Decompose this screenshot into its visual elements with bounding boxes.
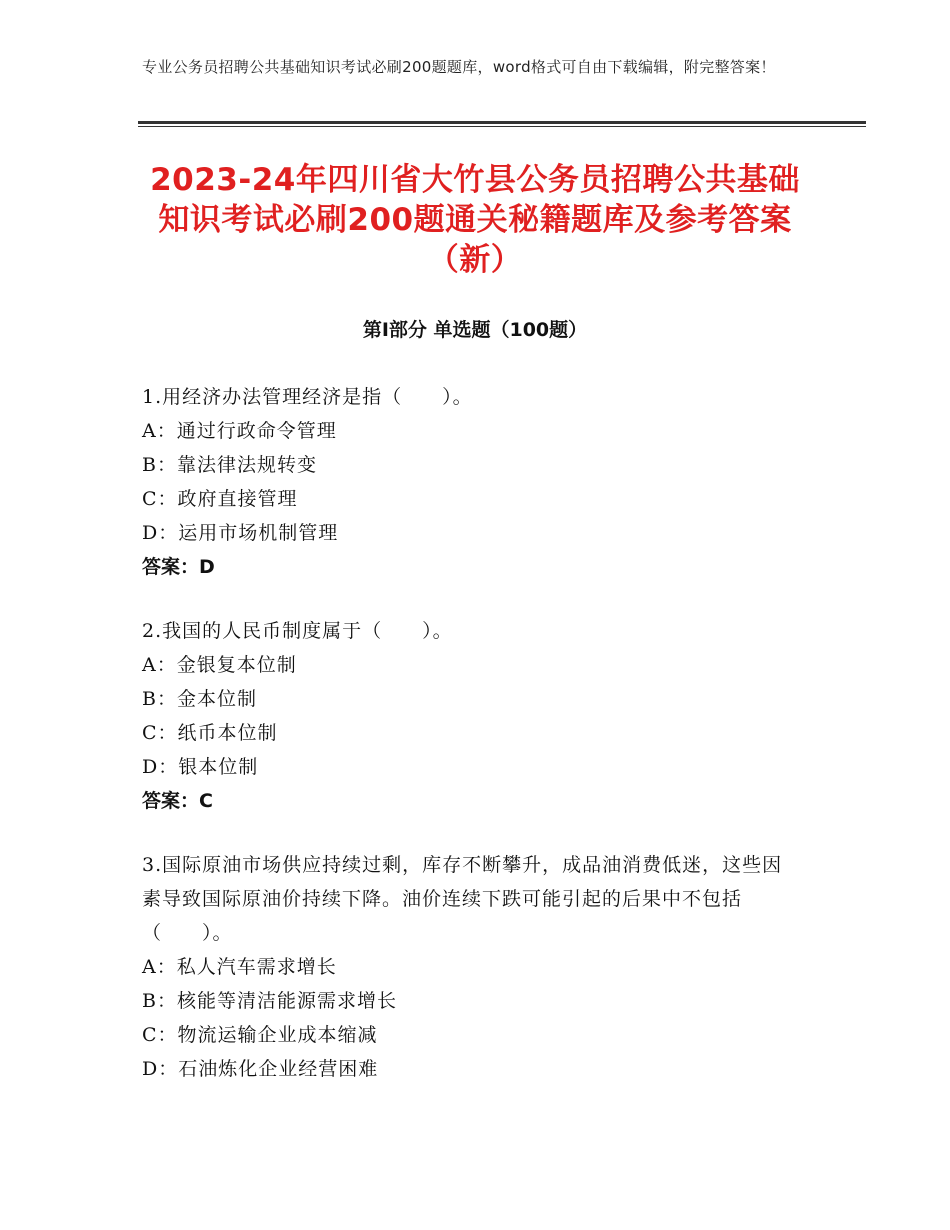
option-b: B：核能等清洁能源需求增长 bbox=[142, 990, 397, 1012]
option-c: C：政府直接管理 bbox=[142, 488, 298, 510]
option-b: B：金本位制 bbox=[142, 688, 257, 710]
option-b: B：靠法律法规转变 bbox=[142, 454, 317, 476]
option-d: D：运用市场机制管理 bbox=[142, 522, 339, 544]
document-title: 2023-24年四川省大竹县公务员招聘公共基础知识考试必刷200题通关秘籍题库及参考答案（新） bbox=[150, 162, 800, 278]
question-stem: 3.国际原油市场供应持续过剩，库存不断攀升，成品油消费低迷，这些因素导致国际原油价持续下降。油价连续下跌可能引起的后果中不包括（ ）。 bbox=[142, 854, 783, 944]
option-a: A：私人汽车需求增长 bbox=[142, 956, 337, 978]
option-a: A：金银复本位制 bbox=[142, 654, 297, 676]
question-list bbox=[142, 380, 802, 1116]
question-3 bbox=[142, 848, 802, 1086]
option-d: D：石油炼化企业经营困难 bbox=[142, 1058, 379, 1080]
option-c: C：物流运输企业成本缩减 bbox=[142, 1024, 378, 1046]
question-2 bbox=[142, 614, 802, 818]
question-stem: 2.我国的人民币制度属于（ ）。 bbox=[142, 620, 453, 642]
header-note: 专业公务员招聘公共基础知识考试必刷200题题库，word格式可自由下载编辑，附完整答案！ bbox=[142, 58, 776, 76]
section-title: 第Ⅰ部分 单选题（100题） bbox=[362, 319, 588, 341]
answer: 答案：D bbox=[142, 556, 215, 578]
option-d: D：银本位制 bbox=[142, 756, 259, 778]
answer: 答案：C bbox=[142, 790, 213, 812]
header-rule-thick bbox=[138, 121, 866, 124]
option-c: C：纸币本位制 bbox=[142, 722, 278, 744]
option-a: A：通过行政命令管理 bbox=[142, 420, 337, 442]
question-stem: 1.用经济办法管理经济是指（ ）。 bbox=[142, 386, 473, 408]
header-rule-thin bbox=[138, 126, 866, 127]
question-1 bbox=[142, 380, 802, 584]
